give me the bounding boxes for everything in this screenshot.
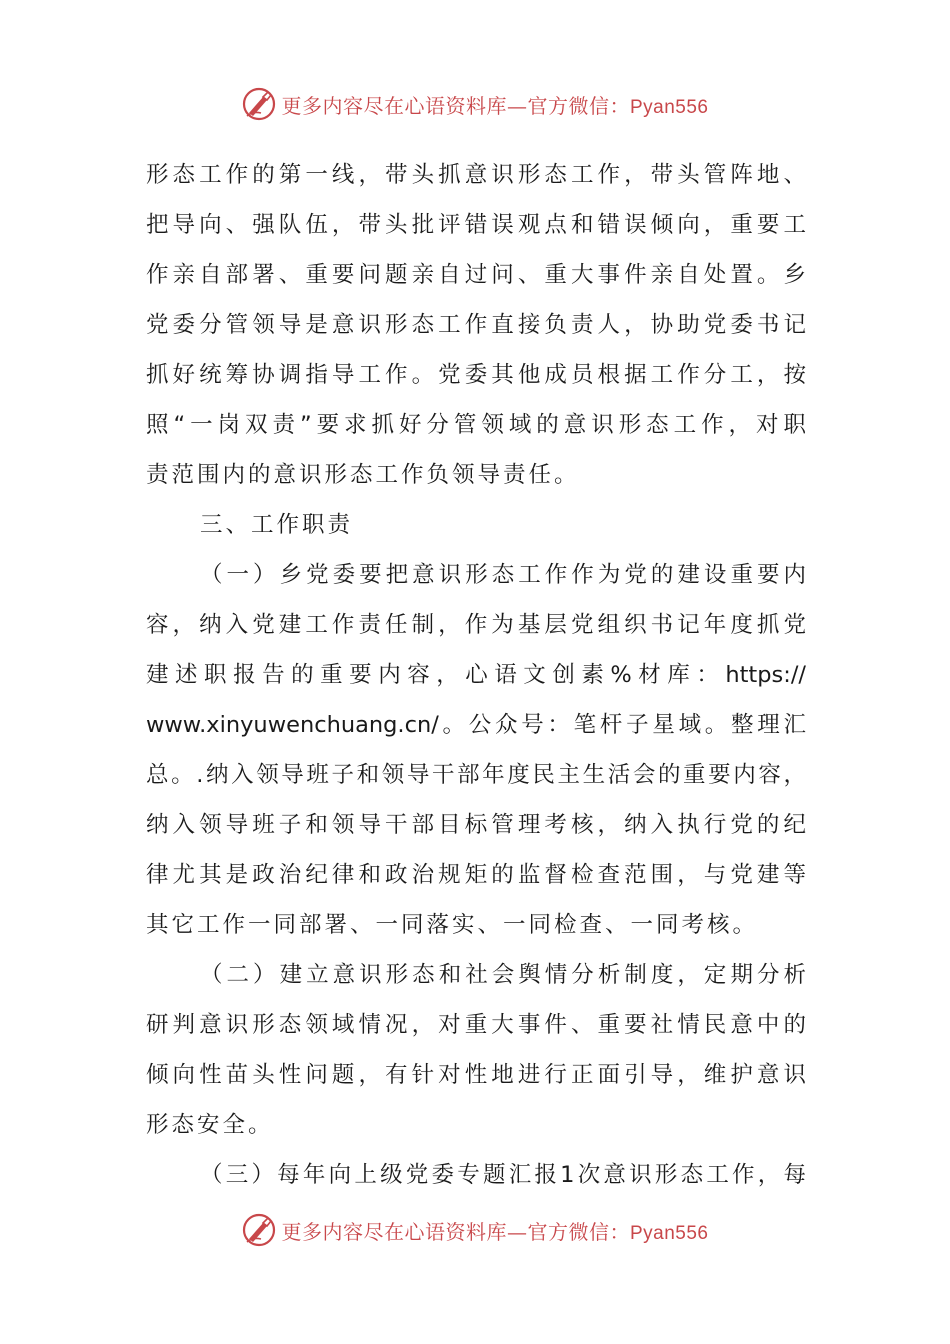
text-line: 党委分管领导是意识形态工作直接负责人，协助党委书记 xyxy=(146,312,806,338)
footer-banner xyxy=(0,1208,950,1252)
header-banner xyxy=(0,82,950,126)
text-line: 把导向、强队伍，带头批评错误观点和错误倾向，重要工 xyxy=(146,212,806,238)
text-line: 容，纳入党建工作责任制，作为基层党组织书记年度抓党 xyxy=(146,612,806,638)
wechat-id: Pyan556 xyxy=(629,96,709,118)
text-line: 研判意识形态领域情况，对重大事件、重要社情民意中的 xyxy=(146,1012,806,1038)
banner-text: 更多内容尽在心语资料库—官方微信：Pyan556 xyxy=(281,93,709,118)
text-line: 倾向性苗头性问题，有针对性地进行正面引导，维护意识 xyxy=(146,1062,806,1088)
text-line: 抓好统筹协调指导工作。党委其他成员根据工作分工，按 xyxy=(146,362,806,388)
text-line: 纳入领导班子和领导干部目标管理考核，纳入执行党的纪 xyxy=(146,812,806,838)
text-line: 建述职报告的重要内容，心语文创素%材库：https:// xyxy=(146,662,806,688)
banner-text: 更多内容尽在心语资料库—官方微信：Pyan556 xyxy=(281,1219,709,1244)
section-heading: 三、工作职责 xyxy=(200,512,354,538)
pen-nib-logo-icon xyxy=(241,86,277,122)
text-line: 总。.纳入领导班子和领导干部年度民主生活会的重要内容， xyxy=(146,762,806,788)
pen-nib-logo-icon xyxy=(241,1212,277,1248)
text-line: 作亲自部署、重要问题亲自过问、重大事件亲自处置。乡 xyxy=(146,262,806,288)
text-line: 责范围内的意识形态工作负领导责任。 xyxy=(146,462,580,488)
text-line: 律尤其是政治纪律和政治规矩的监督检查范围，与党建等 xyxy=(146,862,806,888)
text-line: www.xinyuwenchuang.cn/。公众号：笔杆子星域。整理汇 xyxy=(146,712,806,738)
text-line: （二）建立意识形态和社会舆情分析制度，定期分析 xyxy=(200,962,806,988)
document-body xyxy=(146,150,806,1200)
text-line: 照“一岗双责”要求抓好分管领域的意识形态工作，对职 xyxy=(146,412,806,438)
text-line: （三）每年向上级党委专题汇报1次意识形态工作，每 xyxy=(200,1162,806,1188)
wechat-id: Pyan556 xyxy=(629,1222,709,1244)
text-line: （一）乡党委要把意识形态工作作为党的建设重要内 xyxy=(200,562,806,588)
text-line: 其它工作一同部署、一同落实、一同检查、一同考核。 xyxy=(146,912,759,938)
text-line: 形态安全。 xyxy=(146,1112,274,1138)
text-line: 形态工作的第一线，带头抓意识形态工作，带头管阵地、 xyxy=(146,162,806,188)
